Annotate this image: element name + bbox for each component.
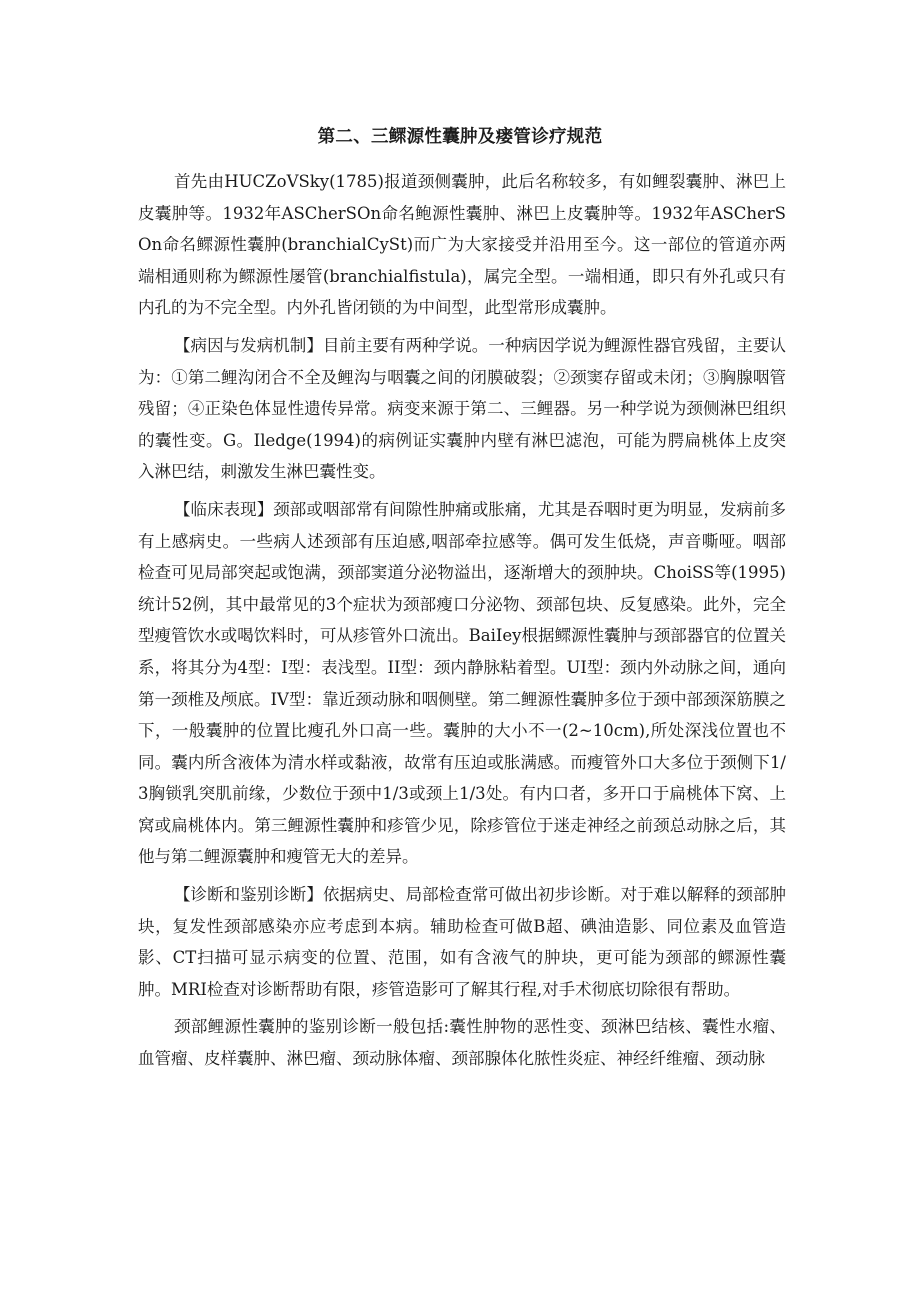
paragraph-diagnosis xyxy=(138,879,786,1005)
paragraph-clinical xyxy=(138,494,786,873)
paragraph-text: 首先由HUCZoVSky(1785)报道颈侧囊肿，此后名称较多，有如鲤裂囊肿、淋巴上皮囊肿等。1932年ASCherSOn命名鲍源性囊肿、淋巴上皮囊肿等。1932年ASCherSOn命名鳏源性囊肿(branchialCySt)而广为大家接受并沿用至今。这一部位的管道亦两端相通则称为鳏源性屡管(branchialfistula)，属完全型。一端相通，即只有外孔或只有内孔的为不完全型。内外孔皆闭锁的为中间型，此型常形成囊肿。 xyxy=(138,172,786,318)
paragraph-intro xyxy=(138,166,786,324)
paragraph-etiology xyxy=(138,330,786,488)
document-body xyxy=(138,166,786,1081)
paragraph-text: 目前主要有两种学说。一种病因学说为鲤源性器官残留，主要认为：①第二鲤沟闭合不全及鲤沟与咽囊之间的闭膜破裂；②颈窦存留或未闭；③胸腺咽管残留；④正染色体显性遗传异常。病变来源于第二、三鲤器。另一种学说为颈侧淋巴组织的囊性变。G。Iledge(1994)的病例证实囊肿内壁有淋巴滤泡，可能为腭扁桃体上皮突入淋巴结，刺激发生淋巴囊性变。 xyxy=(138,335,787,482)
page-title: 第二、三鳏源性囊肿及瘘管诊疗规范 xyxy=(317,127,603,147)
paragraph-text: 颈部或咽部常有间隙性肿痛或胀痛，尤其是吞咽时更为明显，发病前多有上感病史。一些病人述颈部有压迫感,咽部牵拉感等。偶可发生低烧，声音嘶哑。咽部检查可见局部突起或饱满，颈部窦道分泌物溢出，逐渐增大的颈肿块。ChoiSS等(1995)统计52例，其中最常见的3个症状为颈部瘦口分泌物、颈部包块、反复感染。此外，完全型瘦管饮水或喝饮料时，可从疹管外口流出。BaiIey根据鳏源性囊肿与颈部器官的位置关系，将其分为4型：I型：表浅型。II型：颈内静脉粘着型。UI型：颈内外动脉之间，通向第一颈椎及颅底。IV型：靠近颈动脉和咽侧壁。第二鲤源性囊肿多位于颈中部颈深筋膜之下，一般囊肿的位置比瘦孔外口高一些。囊肿的大小不一(2~10cm),所处深浅位置也不同。囊内所含液体为清水样或黏液，故常有压迫或胀满感。而瘦管外口大多位于颈侧下1/3胸锁乳突肌前缘，少数位于颈中1/3或颈上1/3处。有内口者，多开口于扁桃体下窝、上窝或扁桃体内。第三鲤源性囊肿和疹管少见，除疹管位于迷走神经之前颈总动脉之后，其他与第二鲤源囊肿和瘦管无大的差异。 xyxy=(138,499,787,867)
paragraph-heading: 【临床表现】 xyxy=(174,499,274,519)
paragraph-heading: 【病因与发病机制】 xyxy=(174,335,323,355)
paragraph-text: 依据病史、局部检查常可做出初步诊断。对于难以解释的颈部肿块，复发性颈部感染亦应考虑到本病。辅助检查可做B超、碘油造影、同位素及血管造影、CT扫描可显示病变的位置、范围，如有含液气的肿块，更可能为颈部的鳏源性囊肿。MRI检查对诊断帮助有限，疹管造影可了解其行程,对手术彻底切除很有帮助。 xyxy=(138,885,787,999)
paragraph-differential xyxy=(138,1011,786,1074)
paragraph-text: 颈部鲤源性囊肿的鉴别诊断一般包括:囊性肿物的恶性变、颈淋巴结核、囊性水瘤、血管瘤、皮样囊肿、淋巴瘤、颈动脉体瘤、颈部腺体化脓性炎症、神经纤维瘤、颈动脉 xyxy=(138,1017,786,1069)
paragraph-heading: 【诊断和鉴别诊断】 xyxy=(174,885,323,905)
